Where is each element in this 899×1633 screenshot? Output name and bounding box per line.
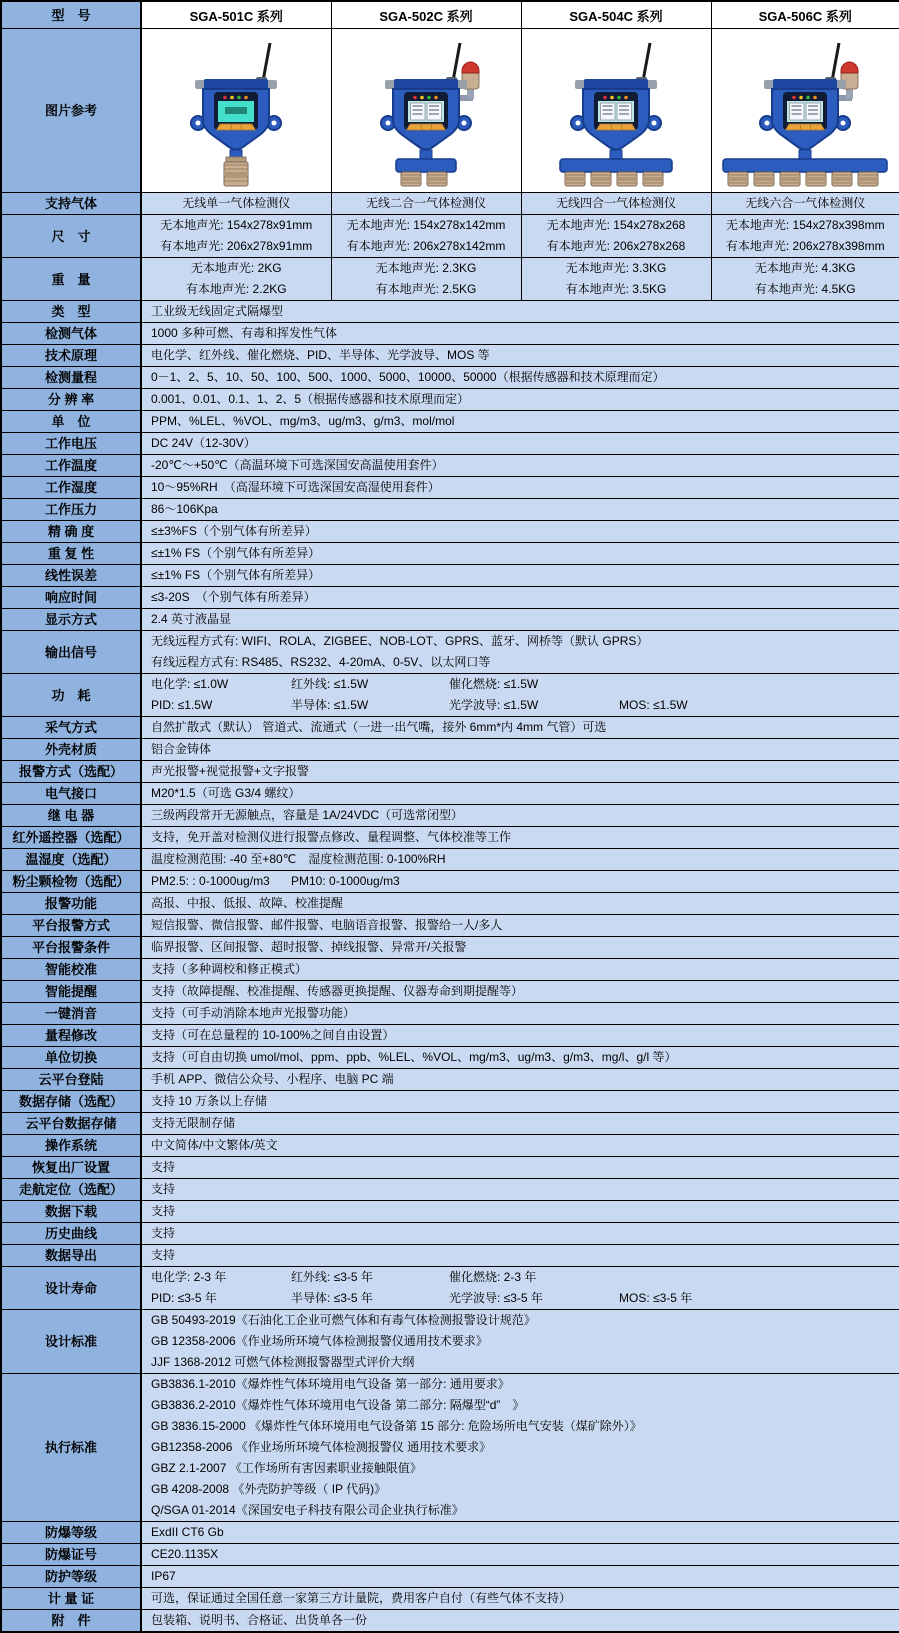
value-segment: 半导体: ≤3-5 年 — [291, 1288, 449, 1309]
value-line: ≤3-20S （个别气体有所差异） — [151, 587, 899, 608]
cell-line: 有本地声光: 2.5KG — [332, 279, 521, 300]
row-label: 智能提醒 — [1, 981, 141, 1003]
spec-row — [1, 849, 899, 871]
row-label: 数据导出 — [1, 1245, 141, 1267]
value-line: M20*1.5（可选 G3/4 螺纹） — [151, 783, 899, 804]
value-line: GB 4208-2008 《外壳防护等级（ IP 代码)》 — [151, 1479, 899, 1500]
spec-value — [141, 1003, 899, 1025]
spec-row — [1, 1179, 899, 1201]
value-line: GB 3836.15-2000 《爆炸性气体环境用电气设备第 15 部分: 危险场所电气安装（煤矿除外）》 — [151, 1416, 899, 1437]
cell-line: 有本地声光: 206x278x91mm — [142, 236, 331, 257]
cell-line: 无线二合一气体检测仪 — [332, 193, 521, 214]
spec-value — [141, 455, 899, 477]
spec-row — [1, 871, 899, 893]
row-label: 防爆证号 — [1, 1544, 141, 1566]
row-label: 工作湿度 — [1, 477, 141, 499]
spec-row — [1, 565, 899, 587]
spec-row — [1, 1310, 899, 1374]
spec-row — [1, 1245, 899, 1267]
row-label: 检测气体 — [1, 323, 141, 345]
spec-row — [1, 1113, 899, 1135]
spec-table-body — [1, 29, 899, 1633]
spec-value — [141, 411, 899, 433]
value-line: 无线远程方式有: WIFI、ROLA、ZIGBEE、NOB-LOT、GPRS、蓝牙、网桥等（默认 GPRS） — [151, 631, 899, 652]
spec-value — [141, 827, 899, 849]
spec-value — [141, 345, 899, 367]
value-segment: PID: ≤3-5 年 — [151, 1288, 291, 1309]
spec-row — [1, 609, 899, 631]
spec-row — [1, 959, 899, 981]
spec-value — [141, 1025, 899, 1047]
spec-row — [1, 739, 899, 761]
row-label: 设计标准 — [1, 1310, 141, 1374]
gas-detector-2in1-icon — [331, 29, 521, 193]
spec-row — [1, 1157, 899, 1179]
spec-row — [1, 301, 899, 323]
spec-row — [1, 323, 899, 345]
cell-line: 无本地声光: 4.3KG — [712, 258, 899, 279]
row-label: 温湿度（选配） — [1, 849, 141, 871]
spec-value — [141, 959, 899, 981]
row-label: 继 电 器 — [1, 805, 141, 827]
spec-cell — [521, 258, 711, 301]
spec-row — [1, 1201, 899, 1223]
row-label: 走航定位（选配） — [1, 1179, 141, 1201]
cell-line: 无本地声光: 154x278x268 — [522, 215, 711, 236]
value-line: Q/SGA 01-2014《深国安电子科技有限公司企业执行标准》 — [151, 1500, 899, 1521]
spec-value — [141, 565, 899, 587]
spec-row — [1, 389, 899, 411]
row-label: 防爆等级 — [1, 1522, 141, 1544]
spec-value — [141, 739, 899, 761]
value-line: 临界报警、区间报警、超时报警、掉线报警、异常开/关报警 — [151, 937, 899, 958]
spec-value — [141, 499, 899, 521]
value-segment: 红外线: ≤3-5 年 — [291, 1267, 449, 1288]
row-label: 一键消音 — [1, 1003, 141, 1025]
spec-row — [1, 433, 899, 455]
row-label: 单位切换 — [1, 1047, 141, 1069]
image-reference-row — [1, 29, 899, 193]
gas-detector-4in1-icon — [521, 29, 711, 193]
spec-row — [1, 717, 899, 739]
spec-row — [1, 455, 899, 477]
value-line: 高报、中报、低报、故障、校准提醒 — [151, 893, 899, 914]
row-label: 功 耗 — [1, 674, 141, 717]
value-line: ExdII CT6 Gb — [151, 1522, 899, 1543]
spec-value — [141, 674, 899, 717]
value-line: 2.4 英寸液晶显 — [151, 609, 899, 630]
cell-line: 无线六合一气体检测仪 — [712, 193, 899, 214]
spec-row — [1, 215, 899, 258]
value-segment: 电化学: 2-3 年 — [151, 1267, 291, 1288]
row-label: 单 位 — [1, 411, 141, 433]
value-line: GBZ 2.1-2007 《工作场所有害因素职业接触限值》 — [151, 1458, 899, 1479]
spec-value — [141, 871, 899, 893]
cell-line: 无本地声光: 2.3KG — [332, 258, 521, 279]
spec-value — [141, 1047, 899, 1069]
spec-value — [141, 1267, 899, 1310]
value-line: 铝合金铸体 — [151, 739, 899, 760]
spec-row — [1, 499, 899, 521]
spec-cell — [331, 193, 521, 215]
spec-row — [1, 1522, 899, 1544]
spec-value — [141, 937, 899, 959]
row-label: 粉尘颗检物（选配） — [1, 871, 141, 893]
row-label: 云平台登陆 — [1, 1069, 141, 1091]
value-line: 自然扩散式（默认） 管道式、流通式（一进一出气嘴，接外 6mm*内 4mm 气管）可选 — [151, 717, 899, 738]
row-label: 平台报警条件 — [1, 937, 141, 959]
cell-line: 无线四合一气体检测仪 — [522, 193, 711, 214]
value-line: 三级两段常开无源触点，容量是 1A/24VDC（可选常闭型） — [151, 805, 899, 826]
spec-value — [141, 849, 899, 871]
spec-row — [1, 1025, 899, 1047]
spec-row — [1, 937, 899, 959]
value-line: -20℃～+50℃（高温环境下可选深国安高温使用套件） — [151, 455, 899, 476]
cell-line: 无本地声光: 3.3KG — [522, 258, 711, 279]
row-label: 技术原理 — [1, 345, 141, 367]
value-line: GB12358-2006 《作业场所环境气体检测报警仪 通用技术要求》 — [151, 1437, 899, 1458]
spec-value — [141, 1091, 899, 1113]
value-line: 电化学、红外线、催化燃烧、PID、半导体、光学波导、MOS 等 — [151, 345, 899, 366]
row-label: 报警功能 — [1, 893, 141, 915]
row-label: 数据存储（选配） — [1, 1091, 141, 1113]
value-line: 支持（可在总量程的 10-100%之间自由设置） — [151, 1025, 899, 1046]
spec-row — [1, 783, 899, 805]
value-segment: 电化学: ≤1.0W — [151, 674, 291, 695]
spec-value — [141, 783, 899, 805]
spec-value — [141, 1310, 899, 1374]
row-label: 设计寿命 — [1, 1267, 141, 1310]
cell-line: 有本地声光: 2.2KG — [142, 279, 331, 300]
spec-cell — [331, 215, 521, 258]
value-line — [151, 849, 899, 870]
row-label: 防护等级 — [1, 1566, 141, 1588]
value-line: 工业级无线固定式隔爆型 — [151, 301, 899, 322]
spec-row — [1, 1588, 899, 1610]
value-line: 短信报警、微信报警、邮件报警、电脑语音报警、报警给一人/多人 — [151, 915, 899, 936]
spec-value — [141, 915, 899, 937]
value-line: 中文简体/中文繁体/英文 — [151, 1135, 899, 1156]
spec-cell — [141, 193, 331, 215]
spec-cell — [141, 258, 331, 301]
row-label: 电气接口 — [1, 783, 141, 805]
gas-detector-single-icon — [141, 29, 331, 193]
value-line: 支持 — [151, 1223, 899, 1244]
row-label: 精 确 度 — [1, 521, 141, 543]
row-label: 外壳材质 — [1, 739, 141, 761]
spec-value — [141, 805, 899, 827]
model-header-row — [1, 1, 899, 29]
value-line: 支持 — [151, 1179, 899, 1200]
row-label: 计 量 证 — [1, 1588, 141, 1610]
value-segment: PID: ≤1.5W — [151, 695, 291, 716]
row-label: 输出信号 — [1, 631, 141, 674]
row-label: 操作系统 — [1, 1135, 141, 1157]
spec-row — [1, 674, 899, 717]
spec-value — [141, 521, 899, 543]
spec-value — [141, 1374, 899, 1522]
spec-value — [141, 1610, 899, 1633]
spec-row — [1, 1223, 899, 1245]
value-segment: PM10: 0-1000ug/m3 — [291, 871, 449, 892]
value-segment: 温度检测范围: -40 至+80℃ — [151, 849, 308, 870]
value-line — [151, 1288, 899, 1309]
row-label: 分 辨 率 — [1, 389, 141, 411]
value-segment: 催化燃烧: 2-3 年 — [449, 1267, 619, 1288]
value-line: GB3836.2-2010《爆炸性气体环境用电气设备 第二部分: 隔爆型“d” 》 — [151, 1395, 899, 1416]
cell-line: 有本地声光: 206x278x398mm — [712, 236, 899, 257]
value-line: 10～95%RH （高湿环境下可选深国安高湿使用套件） — [151, 477, 899, 498]
spec-value — [141, 761, 899, 783]
row-label: 响应时间 — [1, 587, 141, 609]
value-segment: MOS: ≤3-5 年 — [619, 1288, 704, 1309]
model-header-506c: SGA-506C 系列 — [711, 1, 899, 29]
cell-line: 有本地声光: 206x278x142mm — [332, 236, 521, 257]
row-label: 工作电压 — [1, 433, 141, 455]
spec-row — [1, 915, 899, 937]
cell-line: 无本地声光: 154x278x91mm — [142, 215, 331, 236]
spec-value — [141, 981, 899, 1003]
value-segment: 催化燃烧: ≤1.5W — [449, 674, 619, 695]
spec-row — [1, 1047, 899, 1069]
row-label: 支持气体 — [1, 193, 141, 215]
value-line: 支持 — [151, 1157, 899, 1178]
model-header-501c: SGA-501C 系列 — [141, 1, 331, 29]
row-label: 显示方式 — [1, 609, 141, 631]
row-label: 类 型 — [1, 301, 141, 323]
row-label: 恢复出厂设置 — [1, 1157, 141, 1179]
value-segment: PM2.5: : 0-1000ug/m3 — [151, 871, 291, 892]
cell-line: 无本地声光: 154x278x398mm — [712, 215, 899, 236]
spec-value — [141, 609, 899, 631]
spec-value — [141, 433, 899, 455]
value-line: 可选，保证通过全国任意一家第三方计量院，费用客户自付（有些气体不支持） — [151, 1588, 899, 1609]
spec-cell — [521, 215, 711, 258]
value-line: 包装箱、说明书、合格证、出货单各一份 — [151, 1610, 899, 1631]
spec-row — [1, 1267, 899, 1310]
spec-value — [141, 631, 899, 674]
cell-line: 有本地声光: 4.5KG — [712, 279, 899, 300]
value-line: 0－1、2、5、10、50、100、500、1000、5000、10000、50000（根据传感器和技术原理而定） — [151, 367, 899, 388]
value-line: 支持无限制存储 — [151, 1113, 899, 1134]
spec-value — [141, 1113, 899, 1135]
value-line — [151, 1267, 899, 1288]
row-label: 检测量程 — [1, 367, 141, 389]
spec-value — [141, 717, 899, 739]
gas-detector-6in1-icon — [711, 29, 899, 193]
model-header-502c: SGA-502C 系列 — [331, 1, 521, 29]
value-line — [151, 695, 899, 716]
value-line: GB 12358-2006《作业场所环境气体检测报警仪通用技术要求》 — [151, 1331, 899, 1352]
spec-value — [141, 1069, 899, 1091]
spec-cell — [711, 258, 899, 301]
value-line: 支持 — [151, 1201, 899, 1222]
value-segment: 光学波导: ≤3-5 年 — [449, 1288, 619, 1309]
spec-row — [1, 1544, 899, 1566]
spec-value — [141, 893, 899, 915]
spec-value — [141, 323, 899, 345]
value-segment: 湿度检测范围: 0-100%RH — [308, 849, 466, 870]
spec-row — [1, 631, 899, 674]
value-line: GB3836.1-2010《爆炸性气体环境用电气设备 第一部分: 通用要求》 — [151, 1374, 899, 1395]
value-line: 支持（故障提醒、校准提醒、传感器更换提醒、仪器寿命到期提醒等） — [151, 981, 899, 1002]
spec-value — [141, 1566, 899, 1588]
spec-row — [1, 1091, 899, 1113]
row-label: 云平台数据存储 — [1, 1113, 141, 1135]
cell-line: 无本地声光: 2KG — [142, 258, 331, 279]
spec-row — [1, 1069, 899, 1091]
row-label: 重 量 — [1, 258, 141, 301]
value-line: JJF 1368-2012 可燃气体检测报警器型式评价大纲 — [151, 1352, 899, 1373]
value-line: 支持 — [151, 1245, 899, 1266]
spec-row — [1, 1374, 899, 1522]
value-line: 0.001、0.01、0.1、1、2、5（根据传感器和技术原理而定） — [151, 389, 899, 410]
spec-cell — [141, 215, 331, 258]
row-label: 重 复 性 — [1, 543, 141, 565]
spec-value — [141, 1522, 899, 1544]
cell-line: 无本地声光: 154x278x142mm — [332, 215, 521, 236]
spec-value — [141, 1588, 899, 1610]
spec-value — [141, 1245, 899, 1267]
spec-value — [141, 1544, 899, 1566]
value-line: 手机 APP、微信公众号、小程序、电脑 PC 端 — [151, 1069, 899, 1090]
value-line: PPM、%LEL、%VOL、mg/m3、ug/m3、g/m3、mol/mol — [151, 411, 899, 432]
spec-row — [1, 1610, 899, 1633]
spec-row — [1, 827, 899, 849]
spec-value — [141, 587, 899, 609]
value-line: 支持（多种调校和修正模式） — [151, 959, 899, 980]
value-line: GB 50493-2019《石油化工企业可燃气体和有毒气体检测报警设计规范》 — [151, 1310, 899, 1331]
row-label: 历史曲线 — [1, 1223, 141, 1245]
spec-value — [141, 1223, 899, 1245]
value-line — [151, 871, 899, 892]
spec-cell — [331, 258, 521, 301]
row-label: 附 件 — [1, 1610, 141, 1633]
value-line: 86～106Kpa — [151, 499, 899, 520]
spec-row — [1, 1566, 899, 1588]
row-label: 工作压力 — [1, 499, 141, 521]
spec-row — [1, 893, 899, 915]
spec-row — [1, 345, 899, 367]
row-label: 工作温度 — [1, 455, 141, 477]
value-line: 声光报警+视觉报警+文字报警 — [151, 761, 899, 782]
cell-line: 无线单一气体检测仪 — [142, 193, 331, 214]
value-line: 支持（可自由切换 umol/mol、ppm、ppb、%LEL、%VOL、mg/m3、ug/m3、g/m3、mg/l、g/l 等） — [151, 1047, 899, 1068]
row-label: 执行标准 — [1, 1374, 141, 1522]
value-line: 有线远程方式有: RS485、RS232、4-20mA、0-5V、以太网口等 — [151, 652, 899, 673]
spec-row — [1, 761, 899, 783]
spec-value — [141, 1157, 899, 1179]
spec-value — [141, 543, 899, 565]
value-line: DC 24V（12-30V） — [151, 433, 899, 454]
row-label: 报警方式（选配） — [1, 761, 141, 783]
model-header-504c: SGA-504C 系列 — [521, 1, 711, 29]
cell-line: 有本地声光: 206x278x268 — [522, 236, 711, 257]
spec-row — [1, 411, 899, 433]
spec-row — [1, 587, 899, 609]
value-line: CE20.1135X — [151, 1544, 899, 1565]
value-line: ≤±3%FS（个别气体有所差异） — [151, 521, 899, 542]
spec-row — [1, 1003, 899, 1025]
spec-value — [141, 477, 899, 499]
spec-value — [141, 1201, 899, 1223]
value-line: 1000 多种可燃、有毒和挥发性气体 — [151, 323, 899, 344]
model-header-label: 型 号 — [1, 1, 141, 29]
row-label: 尺 寸 — [1, 215, 141, 258]
spec-row — [1, 477, 899, 499]
row-label: 数据下载 — [1, 1201, 141, 1223]
spec-value — [141, 367, 899, 389]
row-label: 线性误差 — [1, 565, 141, 587]
value-line — [151, 674, 899, 695]
row-label: 平台报警方式 — [1, 915, 141, 937]
value-line: 支持 10 万条以上存储 — [151, 1091, 899, 1112]
spec-row — [1, 543, 899, 565]
spec-row — [1, 1135, 899, 1157]
spec-row — [1, 805, 899, 827]
spec-value — [141, 389, 899, 411]
value-segment: 半导体: ≤1.5W — [291, 695, 449, 716]
value-line: ≤±1% FS（个别气体有所差异） — [151, 565, 899, 586]
row-label: 图片参考 — [1, 29, 141, 193]
value-line: IP67 — [151, 1566, 899, 1587]
value-segment: 红外线: ≤1.5W — [291, 674, 449, 695]
spec-cell — [521, 193, 711, 215]
spec-value — [141, 1135, 899, 1157]
cell-line: 有本地声光: 3.5KG — [522, 279, 711, 300]
spec-row — [1, 521, 899, 543]
spec-cell — [711, 215, 899, 258]
row-label: 红外遥控器（选配） — [1, 827, 141, 849]
spec-value — [141, 301, 899, 323]
row-label: 量程修改 — [1, 1025, 141, 1047]
spec-value — [141, 1179, 899, 1201]
value-line: ≤±1% FS（个别气体有所差异） — [151, 543, 899, 564]
spec-row — [1, 193, 899, 215]
row-label: 智能校准 — [1, 959, 141, 981]
value-segment: MOS: ≤1.5W — [619, 695, 700, 716]
value-segment: 光学波导: ≤1.5W — [449, 695, 619, 716]
spec-cell — [711, 193, 899, 215]
row-label: 采气方式 — [1, 717, 141, 739]
spec-row — [1, 981, 899, 1003]
value-line: 支持，免开盖对检测仪进行报警点修改、量程调整、气体校准等工作 — [151, 827, 899, 848]
spec-row — [1, 367, 899, 389]
value-line: 支持（可手动消除本地声光报警功能） — [151, 1003, 899, 1024]
spec-row — [1, 258, 899, 301]
